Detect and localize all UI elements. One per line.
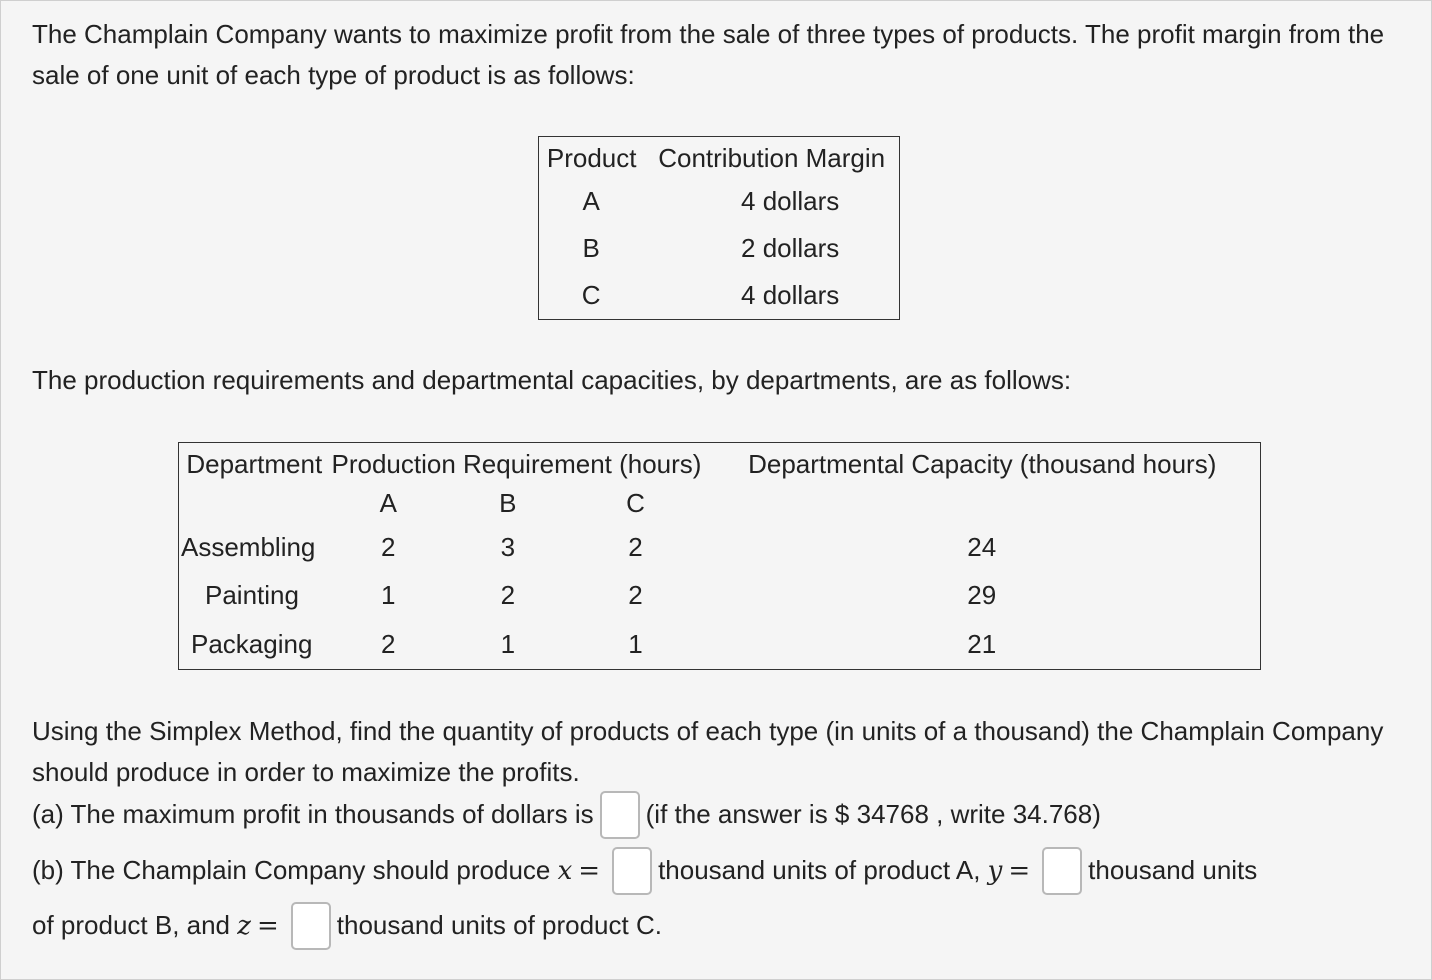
equals-sign: = — [1008, 856, 1031, 886]
margin-cell: 4 dollars — [741, 185, 840, 216]
department-table — [178, 442, 1261, 670]
table-row — [179, 523, 1261, 572]
equals-sign: = — [256, 911, 279, 941]
capacity-cell: 21 — [967, 629, 997, 660]
header-departmental-capacity: Departmental Capacity (thousand hours) — [748, 449, 1217, 479]
table-row — [179, 620, 1261, 669]
variable-x: x — [557, 856, 573, 886]
part-a-prompt: (a) The maximum profit in thousands of dollars is — [32, 799, 594, 829]
question-text: Using the Simplex Method, find the quantity of products of each type (in units of a thousand) the Champlain Company should produce in order to maximize the profits. — [32, 716, 1384, 787]
part-b-line-2 — [32, 910, 662, 941]
requirement-a-cell: 1 — [381, 580, 396, 611]
empty-cell — [179, 484, 329, 523]
part-a-line — [32, 799, 1101, 830]
part-b-after-x: thousand units of product A, — [658, 855, 981, 885]
requirements-intro-text: The production requirements and departmental capacities, by departments, are as follows: — [32, 365, 1072, 395]
department-cell: Painting — [205, 580, 299, 611]
variable-y: y — [987, 856, 1003, 886]
requirement-c-cell: 1 — [628, 629, 643, 660]
department-cell: Assembling — [181, 531, 316, 562]
empty-cell — [703, 484, 1260, 523]
requirement-b-cell: 1 — [500, 629, 516, 660]
variable-z: z — [237, 911, 251, 941]
header-product: Product — [546, 143, 637, 173]
department-table-subheader — [179, 484, 1261, 523]
table-row — [539, 225, 900, 272]
product-cell: C — [581, 279, 601, 310]
requirement-b-cell: 3 — [500, 531, 516, 562]
margin-cell: 2 dollars — [741, 232, 840, 263]
requirement-a-cell: 2 — [381, 531, 396, 562]
equals-sign: = — [578, 856, 601, 886]
x-answer-input[interactable] — [612, 847, 652, 895]
intro-text: The Champlain Company wants to maximize profit from the sale of three types of products. The profit margin from the sale of one unit of each type of product is as follows: — [32, 19, 1385, 90]
margin-table-header — [539, 137, 900, 179]
requirement-b-cell: 2 — [500, 580, 516, 611]
header-production-requirement: Production Requirement (hours) — [331, 449, 702, 479]
part-b-after-z: thousand units of product C. — [336, 910, 662, 940]
capacity-cell: 24 — [967, 531, 997, 562]
margin-cell: 4 dollars — [741, 279, 840, 310]
table-row — [539, 272, 900, 320]
subheader-b: B — [499, 488, 517, 518]
subheader-c: C — [626, 488, 645, 518]
part-b-prompt: (b) The Champlain Company should produce — [32, 855, 551, 885]
part-a-hint: (if the answer is $ 34768 , write 34.768) — [645, 799, 1101, 829]
header-department: Department — [186, 449, 323, 479]
product-cell: A — [582, 185, 600, 216]
header-contribution-margin: Contribution Margin — [658, 143, 886, 173]
requirement-a-cell: 2 — [381, 629, 396, 660]
capacity-cell: 29 — [967, 580, 997, 611]
table-row — [539, 178, 900, 225]
product-cell: B — [582, 232, 600, 263]
max-profit-input[interactable] — [600, 791, 640, 839]
department-cell: Packaging — [191, 629, 313, 660]
requirement-c-cell: 2 — [628, 580, 643, 611]
table-row — [179, 572, 1261, 621]
requirement-c-cell: 2 — [628, 531, 643, 562]
part-b-after-y: thousand units — [1088, 855, 1258, 885]
department-table-header — [179, 443, 1261, 485]
y-answer-input[interactable] — [1042, 847, 1082, 895]
subheader-a: A — [379, 488, 397, 518]
part-b-line2-prompt: of product B, and — [32, 910, 231, 940]
margin-table — [538, 136, 900, 320]
z-answer-input[interactable] — [291, 902, 331, 950]
part-b-line — [32, 855, 1257, 886]
